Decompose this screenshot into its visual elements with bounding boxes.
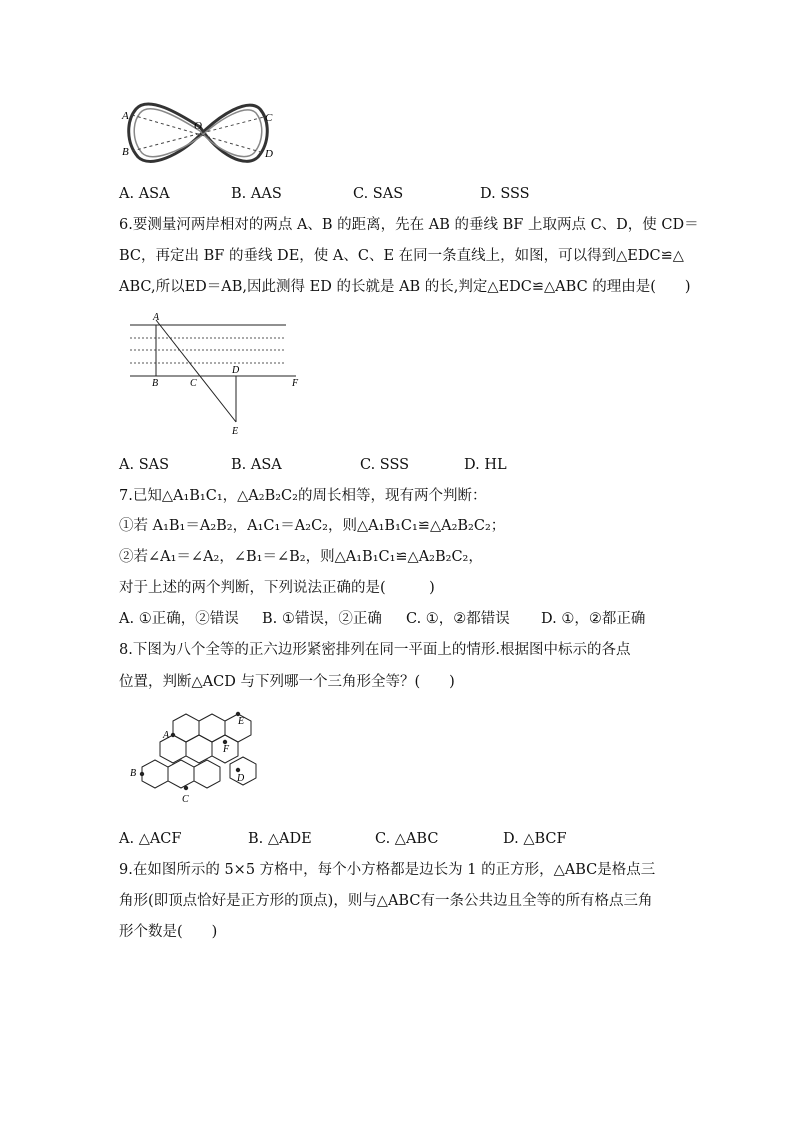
q8-option-b: B. △ADE: [248, 831, 312, 847]
q8-line-1: 8.下图为八个全等的正六边形紧密排列在同一平面上的情形.根据图中标示的各点: [119, 642, 631, 658]
label-D: D: [265, 148, 273, 160]
q8-line-2: 位置，判断△ACD 与下列哪一个三角形全等？( ): [119, 674, 455, 690]
label-A: A: [163, 730, 170, 741]
label-O: O: [194, 120, 202, 132]
q7-option-d: D. ①，②都正确: [541, 611, 646, 627]
label-B: B: [152, 378, 159, 389]
q7-option-a: A. ①正确，②错误: [119, 611, 239, 627]
q7-option-b: B. ①错误，②正确: [262, 611, 382, 627]
hexagon-figure: [126, 704, 266, 814]
q6-option-d: D. HL: [464, 457, 507, 473]
q9-line-3: 形个数是( ): [119, 924, 218, 940]
label-F: F: [223, 744, 230, 755]
q7-question: 对于上述的两个判断，下列说法正确的是( ): [119, 580, 435, 596]
label-E: E: [232, 426, 239, 437]
label-E: E: [238, 716, 245, 727]
q6-line-1: 6.要测量河两岸相对的两点 A、B 的距离，先在 AB 的垂线 BF 上取两点 C、D，使 CD＝: [119, 217, 699, 233]
q5-option-d: D. SSS: [480, 186, 530, 202]
q6-option-a: A. SAS: [119, 457, 170, 473]
label-B: B: [130, 768, 137, 779]
q5-option-b: B. AAS: [231, 186, 282, 202]
q9-line-2: 角形(即顶点恰好是正方形的顶点)，则与△ABC有一条公共边且全等的所有格点三角: [119, 893, 653, 909]
q8-option-c: C. △ABC: [375, 831, 439, 847]
q6-line-2: BC，再定出 BF 的垂线 DE，使 A、C、E 在同一条直线上，如图，可以得到△EDC≌△: [119, 248, 684, 264]
q7-stem: 7.已知△A₁B₁C₁，△A₂B₂C₂的周长相等，现有两个判断：: [119, 488, 487, 504]
label-C: C: [182, 794, 189, 805]
q8-option-d: D. △BCF: [503, 831, 567, 847]
q8-option-a: A. △ACF: [119, 831, 182, 847]
scissors-figure: [118, 95, 278, 175]
q5-option-c: C. SAS: [353, 186, 404, 202]
q6-line-3: ABC,所以ED＝AB,因此测得 ED 的长就是 AB 的长,判定△EDC≌△ABC 的理由是( ): [119, 279, 691, 295]
q6-option-b: B. ASA: [231, 457, 282, 473]
label-D: D: [237, 773, 245, 784]
label-B: B: [122, 146, 129, 158]
label-A: A: [153, 312, 160, 323]
q7-option-c: C. ①，②都错误: [406, 611, 510, 627]
q5-option-a: A. ASA: [119, 186, 170, 202]
q6-option-c: C. SSS: [360, 457, 410, 473]
label-C: C: [190, 378, 197, 389]
river-figure: [120, 308, 310, 440]
label-D: D: [232, 365, 240, 376]
label-A: A: [122, 110, 129, 122]
label-C: C: [265, 112, 273, 124]
q9-line-1: 9.在如图所示的 5×5 方格中，每个小方格都是边长为 1 的正方形，△ABC是格点三: [119, 862, 656, 878]
q7-judge-1: ①若 A₁B₁＝A₂B₂，A₁C₁＝A₂C₂，则△A₁B₁C₁≌△A₂B₂C₂；: [119, 518, 506, 534]
q7-judge-2: ②若∠A₁＝∠A₂，∠B₁＝∠B₂，则△A₁B₁C₁≌△A₂B₂C₂，: [119, 549, 483, 565]
label-F: F: [292, 378, 299, 389]
